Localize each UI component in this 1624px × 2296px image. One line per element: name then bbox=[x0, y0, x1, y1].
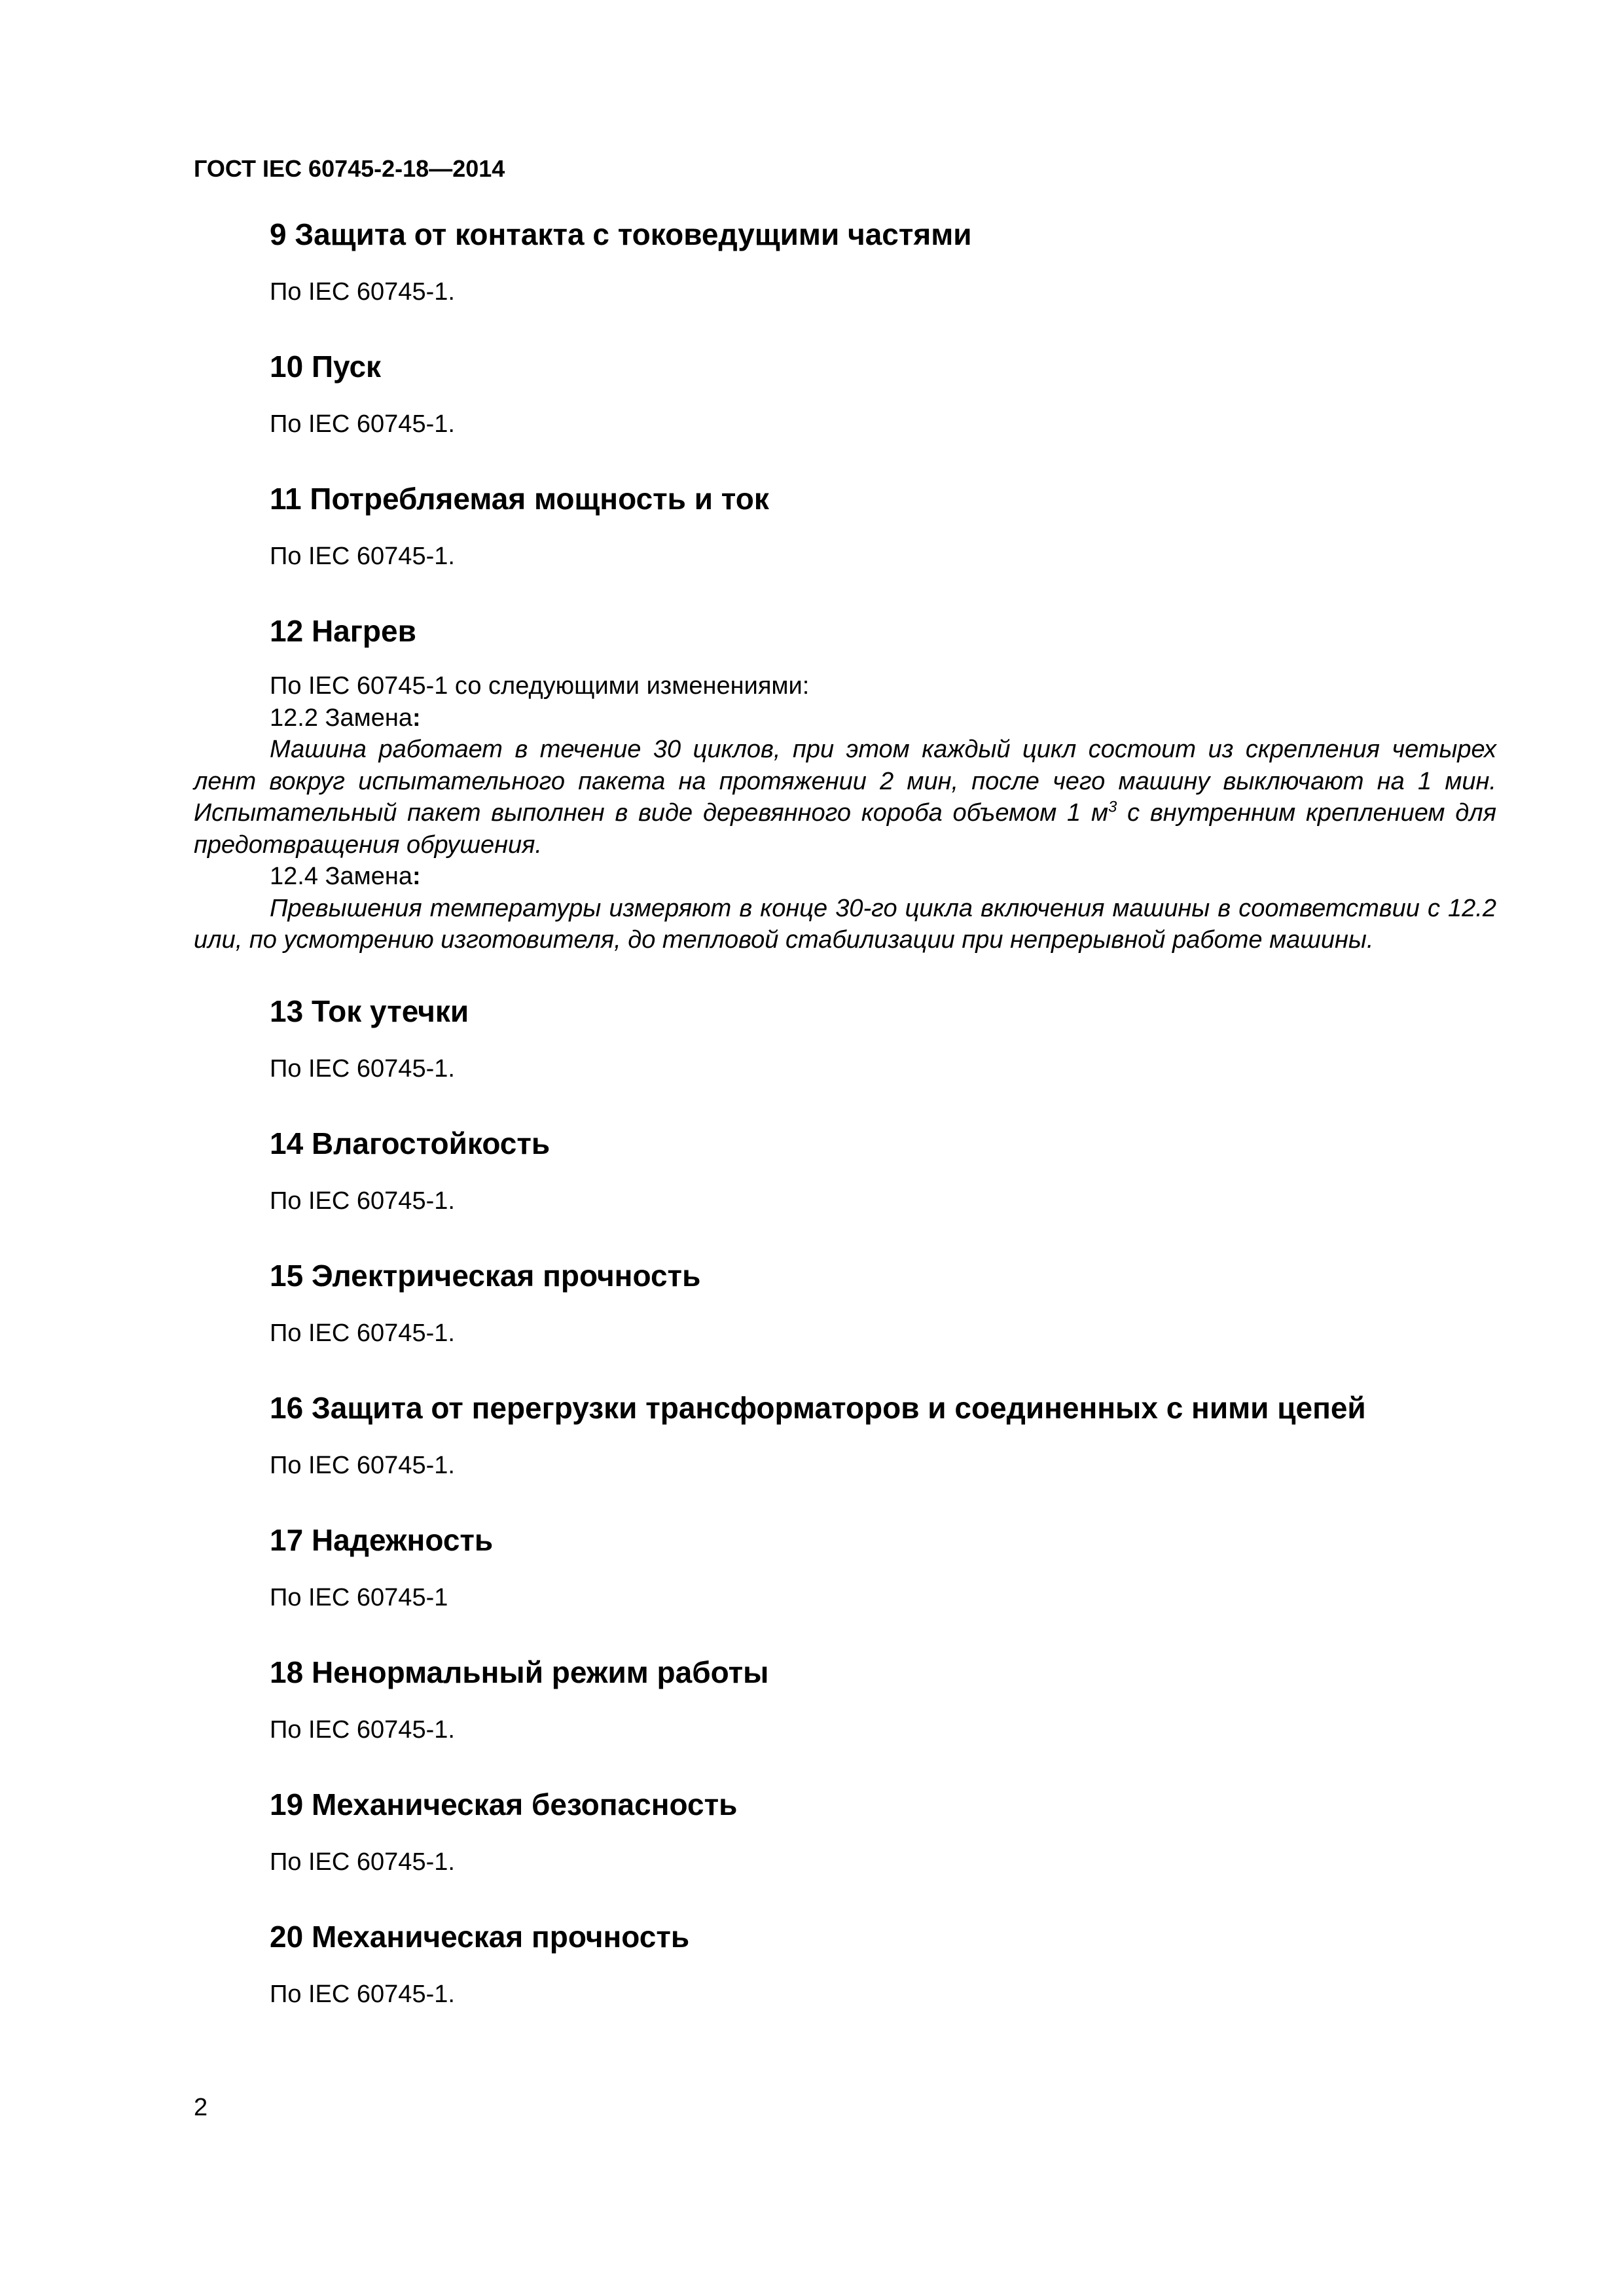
section-heading: 15 Электрическая прочность bbox=[270, 1258, 701, 1293]
section-heading: 13 Ток утечки bbox=[270, 994, 469, 1028]
section-heading: 14 Влагостойкость bbox=[270, 1126, 550, 1160]
section-17 bbox=[194, 1519, 1496, 1613]
change-text-part: Машина работает в течение 30 циклов, при этом каждый цикл состоит из скрепления четырех лент вокруг испытательного пакета на протяжении 2 мин, после чего машину выключают на 1 мин. Испытательный пакет выполнен в виде деревянного короба объемом 1 м bbox=[194, 736, 1496, 827]
section-heading: 19 Механическая безопасность bbox=[270, 1787, 738, 1821]
change-12-4-label bbox=[194, 861, 1496, 893]
section-12-intro: По IEC 60745-1 со следующими изменениями: bbox=[270, 672, 810, 700]
section-14 bbox=[194, 1122, 1496, 1217]
section-11 bbox=[194, 478, 1496, 572]
section-heading: 17 Надежность bbox=[270, 1522, 494, 1557]
section-12 bbox=[194, 610, 1496, 956]
section-body: По IEC 60745-1 bbox=[270, 1583, 448, 1611]
section-body: По IEC 60745-1. bbox=[270, 1054, 455, 1083]
change-12-2-label bbox=[194, 702, 1496, 734]
section-heading: 18 Ненормальный режим работы bbox=[270, 1655, 769, 1689]
section-body: По IEC 60745-1. bbox=[270, 1451, 455, 1479]
section-body: По IEC 60745-1. bbox=[270, 1187, 455, 1215]
section-heading: 9 Защита от контакта с токоведущими частями bbox=[270, 217, 972, 251]
section-9 bbox=[194, 213, 1496, 308]
change-label-text: 12.4 Замена bbox=[270, 863, 412, 890]
section-body: По IEC 60745-1. bbox=[270, 410, 455, 438]
section-16 bbox=[194, 1387, 1496, 1481]
change-text-part: с внутренним креплением для предотвращения обрушения. bbox=[194, 799, 1496, 859]
change-12-2-text bbox=[194, 734, 1496, 861]
section-13 bbox=[194, 990, 1496, 1085]
section-heading: 20 Механическая прочность bbox=[270, 1919, 690, 1954]
section-body: По IEC 60745-1. bbox=[270, 278, 455, 306]
change-label-text: 12.2 Замена bbox=[270, 704, 412, 732]
section-body: По IEC 60745-1. bbox=[270, 1848, 455, 1876]
section-12-changes bbox=[194, 670, 1496, 956]
label-colon: : bbox=[412, 863, 421, 890]
section-heading: 12 Нагрев bbox=[270, 614, 416, 648]
section-body: По IEC 60745-1. bbox=[270, 1715, 455, 1744]
section-heading: 16 Защита от перегрузки трансформаторов и соединенных с ними цепей bbox=[270, 1390, 1366, 1425]
section-body: По IEC 60745-1. bbox=[270, 543, 455, 570]
section-body: По IEC 60745-1. bbox=[270, 1319, 455, 1347]
section-19 bbox=[194, 1784, 1496, 1878]
section-heading: 11 Потребляемая мощность и ток bbox=[270, 482, 769, 516]
section-10 bbox=[194, 346, 1496, 440]
label-colon: : bbox=[412, 704, 421, 732]
document-content bbox=[194, 213, 1496, 2010]
section-heading: 10 Пуск bbox=[270, 350, 382, 384]
section-body: По IEC 60745-1. bbox=[270, 1980, 455, 2008]
section-18 bbox=[194, 1651, 1496, 1746]
section-15 bbox=[194, 1255, 1496, 1349]
cubic-superscript: 3 bbox=[1108, 798, 1117, 816]
change-12-4-text: Превышения температуры измеряют в конце 30-го цикла включения машины в соответствии с 12.2 или, по усмотрению изготовителя, до тепловой стабилизации при непрерывной работе машины. bbox=[194, 894, 1496, 954]
section-20 bbox=[194, 1916, 1496, 2010]
page-number: 2 bbox=[194, 2094, 208, 2121]
document-header: ГОСТ IEC 60745-2-18—2014 bbox=[194, 155, 505, 182]
